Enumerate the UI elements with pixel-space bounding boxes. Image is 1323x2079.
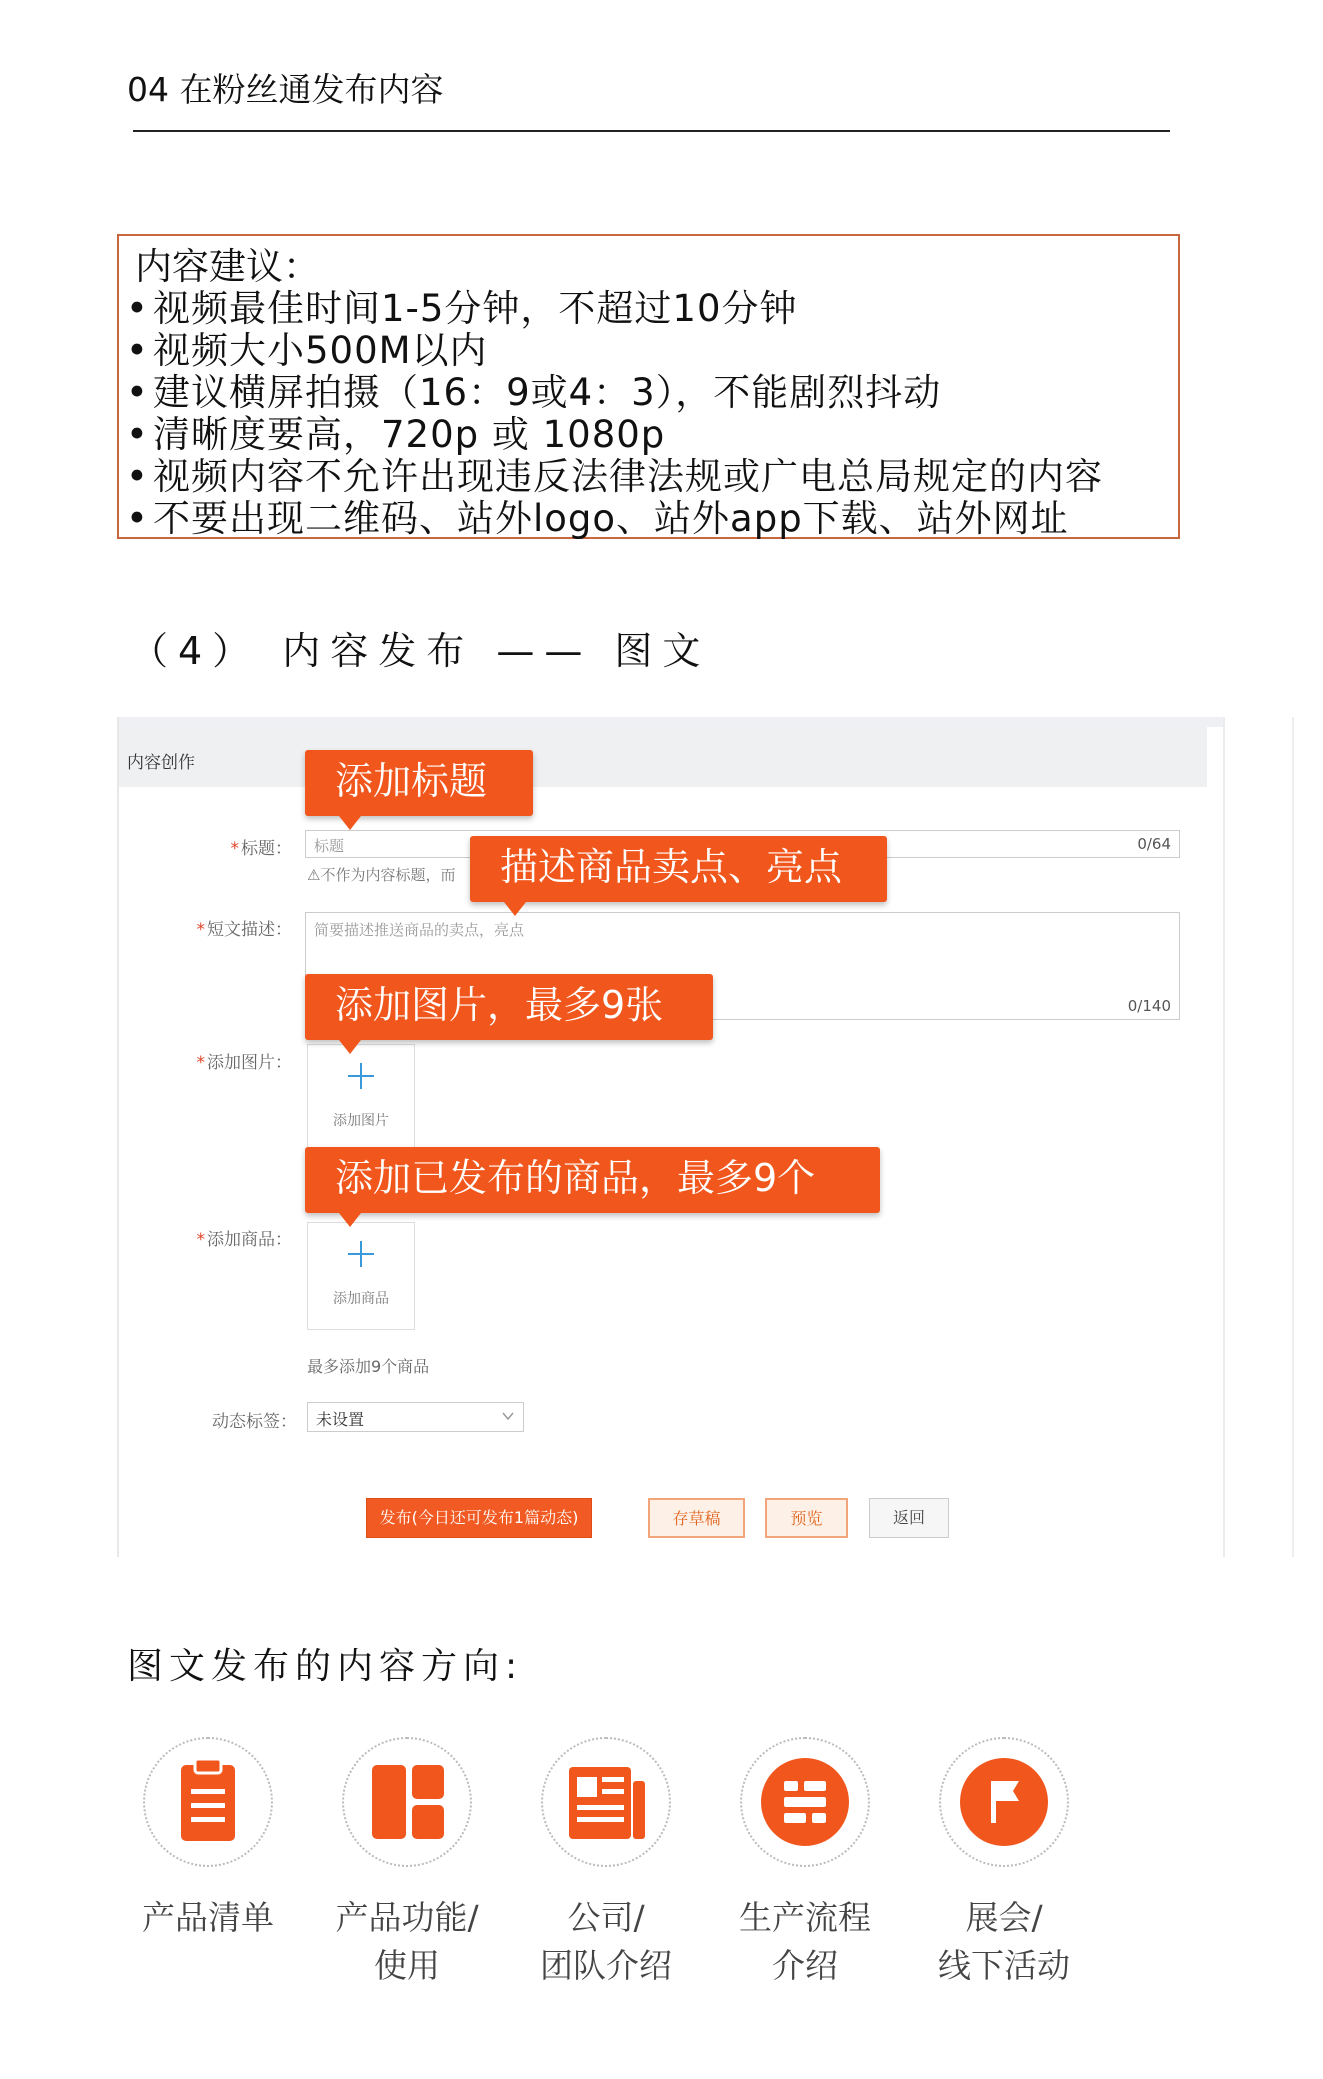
required-mark: * (196, 1053, 205, 1073)
add-image-button[interactable] (307, 1044, 415, 1152)
direction-label-line: 生产流程 (739, 1898, 871, 1937)
suggestion-item (126, 488, 1069, 542)
flag-icon (953, 1751, 1055, 1853)
required-mark: * (230, 839, 239, 859)
screenshot-edge (1292, 717, 1294, 1557)
callout-tail (339, 1040, 361, 1054)
goods-label (172, 1225, 292, 1250)
add-image-text: 添加图片 (333, 1113, 389, 1129)
direction-label-line: 团队介绍 (540, 1946, 672, 1985)
callout-add-goods (305, 1147, 880, 1213)
callout-describe (470, 836, 887, 902)
title-note: ⚠不作为内容标题，而 (307, 866, 456, 884)
bullet: • (126, 329, 149, 372)
bullet: • (126, 287, 149, 330)
screenshot-header-label: 内容创作 (127, 753, 195, 773)
callout-text: 描述商品卖点、亮点 (500, 845, 843, 889)
suggestion-text: 不要出现二维码、站外logo、站外app下载、站外网址 (153, 497, 1069, 540)
title-label-text: 标题： (241, 839, 292, 859)
screenshot-edge (117, 717, 119, 1557)
save-draft-button[interactable]: 存草稿 (648, 1498, 745, 1538)
title-label (172, 834, 292, 859)
add-goods-button[interactable] (307, 1222, 415, 1330)
direction-label-line: 公司/ (567, 1898, 645, 1937)
direction-label-line: 介绍 (772, 1946, 838, 1985)
screenshot-edge (1223, 717, 1225, 1557)
suggestion-text: 清晰度要高，720p 或 1080p (153, 413, 666, 456)
screenshot-top-bar (117, 717, 1223, 727)
page-title: 04 在粉丝通发布内容 (127, 70, 444, 109)
direction-label (506, 1894, 706, 1990)
layout-icon (356, 1751, 458, 1853)
bullet: • (126, 413, 149, 456)
direction-label (307, 1894, 507, 1990)
callout-tail (339, 816, 361, 830)
bullet: • (126, 497, 149, 540)
tag-label: 动态标签： (212, 1412, 297, 1432)
goods-label-text: 添加商品： (207, 1230, 292, 1250)
add-goods-text: 添加商品 (333, 1291, 389, 1307)
chevron-down-icon (501, 1409, 515, 1423)
preview-button[interactable]: 预览 (765, 1498, 848, 1538)
newspaper-icon-badge (541, 1737, 671, 1867)
callout-add-title (305, 750, 533, 816)
workflow-icon-badge (740, 1737, 870, 1867)
directions-heading: 图文发布的内容方向: (127, 1646, 524, 1687)
direction-label (705, 1894, 905, 1990)
suggestion-text: 视频最佳时间1-5分钟，不超过10分钟 (153, 287, 798, 330)
direction-label-line: 展会/ (965, 1898, 1043, 1937)
direction-label-line: 产品功能/ (335, 1898, 479, 1937)
tag-select[interactable] (307, 1402, 524, 1432)
desc-char-count: 0/140 (1127, 997, 1171, 1015)
callout-tail (339, 1213, 361, 1227)
callout-tail (504, 902, 526, 916)
callout-text: 添加图片，最多9张 (335, 983, 664, 1027)
desc-label (172, 915, 292, 940)
plus-icon (344, 1237, 378, 1271)
suggestion-text: 建议横屏拍摄（16：9或4：3），不能剧烈抖动 (153, 371, 942, 414)
flag-icon-badge (939, 1737, 1069, 1867)
suggestion-text: 视频内容不允许出现违反法律法规或广电总局规定的内容 (153, 455, 1103, 498)
direction-label-line: 产品清单 (142, 1898, 274, 1937)
workflow-icon (754, 1751, 856, 1853)
title-placeholder: 标题 (314, 837, 345, 855)
layout-icon-badge (342, 1737, 472, 1867)
callout-text: 添加标题 (335, 759, 488, 803)
suggestions-title: 内容建议： (135, 245, 320, 288)
clipboard-icon-badge (143, 1737, 273, 1867)
callout-add-image (305, 974, 713, 1040)
section-heading: （4） 内容发布 —— 图文 (130, 629, 711, 673)
clipboard-icon (157, 1751, 259, 1853)
desc-placeholder: 简要描述推送商品的卖点，亮点 (314, 921, 525, 939)
required-mark: * (196, 920, 205, 940)
image-label-text: 添加图片： (207, 1053, 292, 1073)
content-creation-screenshot (117, 717, 1223, 1557)
required-mark: * (196, 1230, 205, 1250)
tag-value: 未设置 (316, 1410, 365, 1429)
direction-label (108, 1894, 308, 1942)
plus-icon (344, 1059, 378, 1093)
publish-button[interactable]: 发布(今日还可发布1篇动态) (366, 1498, 592, 1538)
bullet: • (126, 455, 149, 498)
direction-label (904, 1894, 1104, 1990)
direction-label-line: 线下活动 (938, 1946, 1070, 1985)
callout-text: 添加已发布的商品，最多9个 (335, 1156, 816, 1200)
screenshot-header (117, 727, 1207, 787)
back-button[interactable]: 返回 (869, 1498, 949, 1538)
goods-note: 最多添加9个商品 (307, 1357, 430, 1376)
suggestion-text: 视频大小500M以内 (153, 329, 488, 372)
image-label (172, 1048, 292, 1073)
desc-label-text: 短文描述： (207, 920, 292, 940)
direction-label-line: 使用 (374, 1946, 440, 1985)
title-char-count: 0/64 (1137, 835, 1171, 853)
header-divider (133, 130, 1170, 132)
bullet: • (126, 371, 149, 414)
newspaper-icon (555, 1751, 657, 1853)
